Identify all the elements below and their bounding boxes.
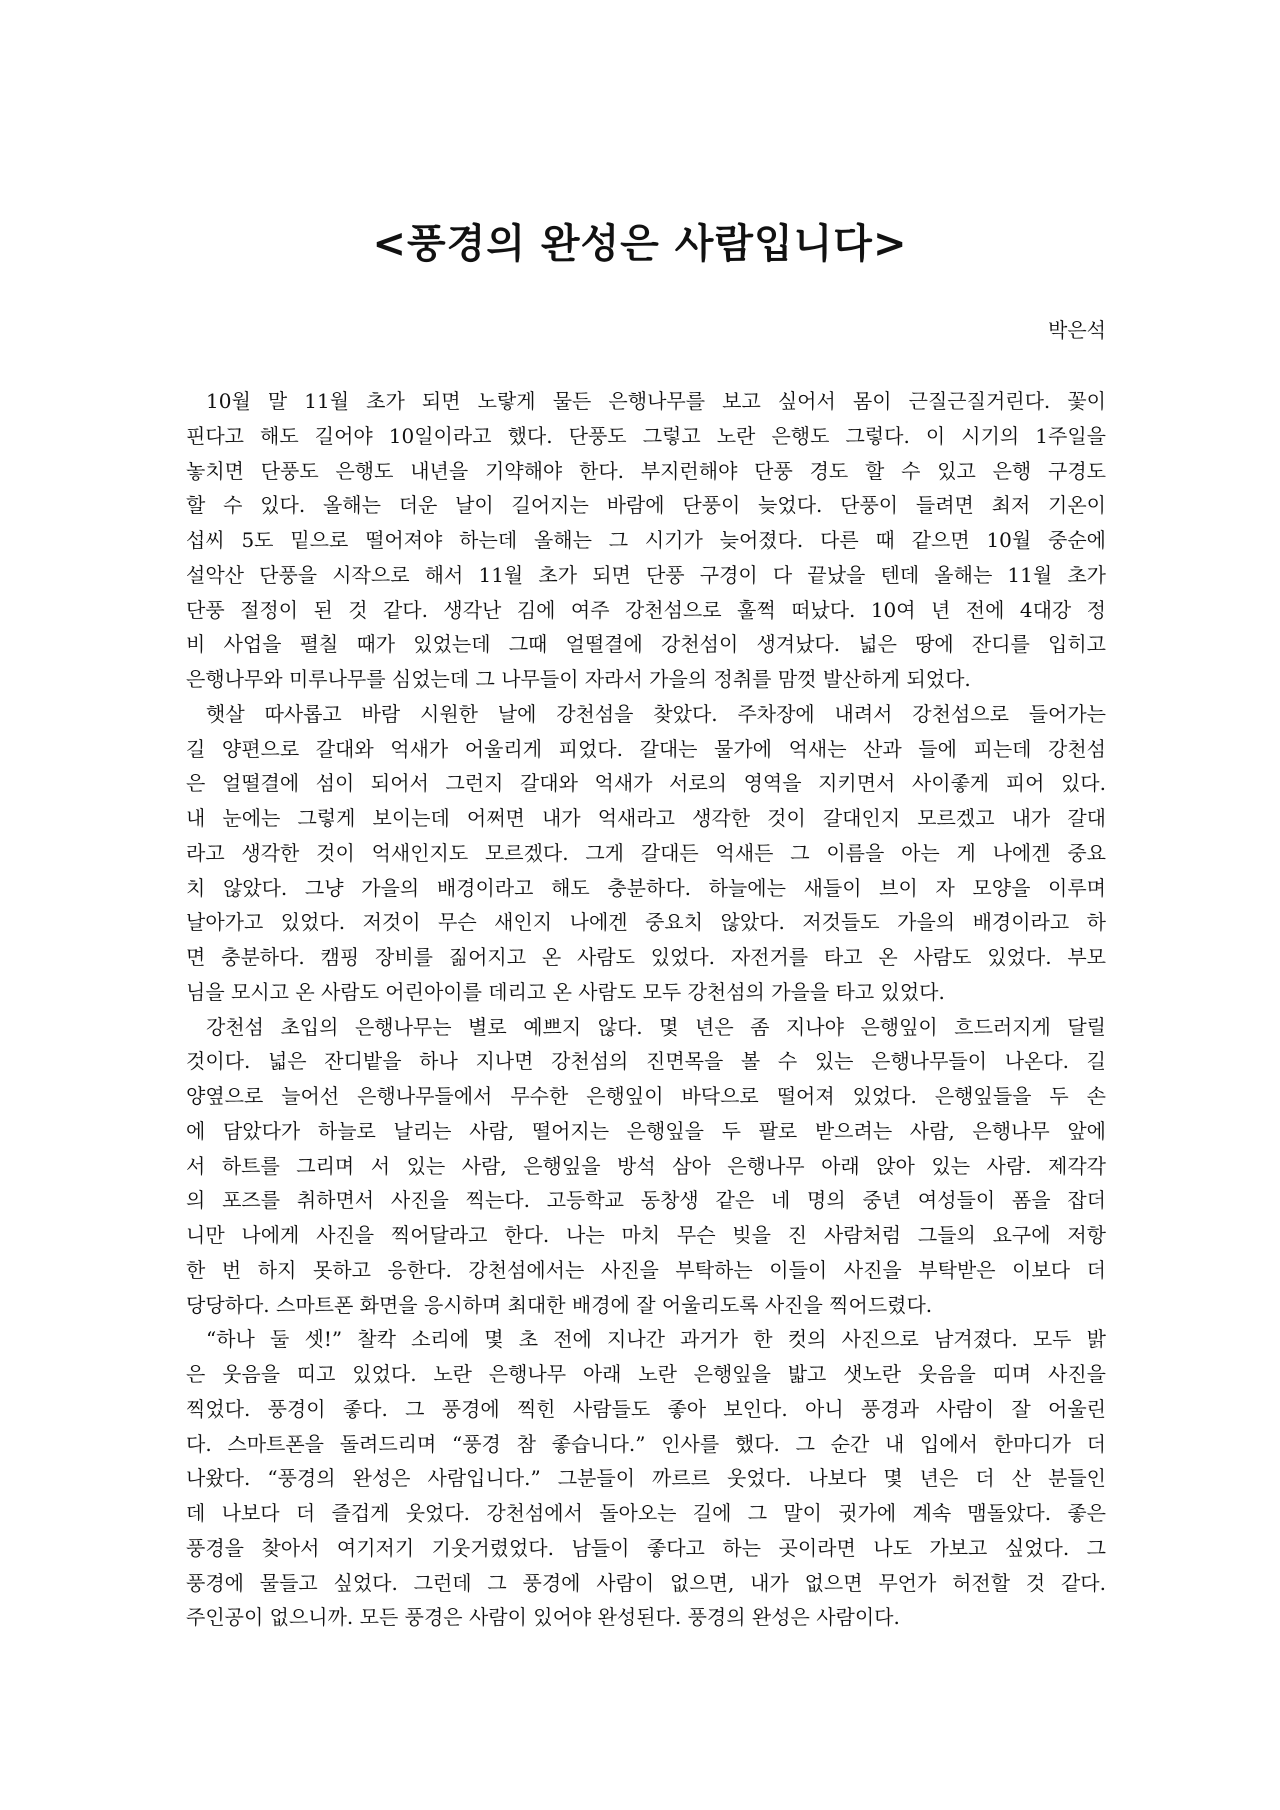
text-line: 한 번 하지 못하고 응한다. 강천섬에서는 사진을 부탁하는 이들이 사진을 부탁받은 이보다 더 [186,1257,1106,1282]
text-line: 서 하트를 그리며 서 있는 사람, 은행잎을 방석 삼아 은행나무 아래 앉아 있는 사람. 제각각 [186,1153,1106,1178]
text-line: 날아가고 있었다. 저것이 무슨 새인지 나에겐 중요치 않았다. 저것들도 가을의 배경이라고 하 [186,910,1106,935]
author-name: 박은석 [1048,318,1106,342]
text-line: 은행나무와 미루나무를 심었는데 그 나무들이 자라서 가을의 정취를 맘껏 발산하게 되었다. [186,667,971,691]
text-line: 풍경을 찾아서 여기저기 기웃거렸었다. 남들이 좋다고 하는 곳이라면 나도 가보고 싶었다. 그 [186,1535,1106,1560]
text-line: 님을 모시고 온 사람도 어린아이를 데리고 온 사람도 모두 강천섬의 가을을 타고 있었다. [186,979,945,1004]
text-line: 나왔다. “풍경의 완성은 사람입니다.” 그분들이 까르르 웃었다. 나보다 몇 년은 더 산 분들인 [186,1466,1106,1491]
text-line: 의 포즈를 취하면서 사진을 찍는다. 고등학교 동창생 같은 네 명의 중년 여성들이 폼을 잡더 [186,1188,1106,1213]
text-line: 니만 나에게 사진을 찍어달라고 한다. 나는 마치 무슨 빚을 진 사람처럼 그들의 요구에 저항 [186,1223,1106,1247]
text-line: 다. 스마트폰을 돌려드리며 “풍경 참 좋습니다.” 인사를 했다. 그 순간 내 입에서 한마디가 더 [186,1431,1106,1456]
text-line: 주인공이 없으니까. 모든 풍경은 사람이 있어야 완성된다. 풍경의 완성은 사람이다. [186,1605,900,1630]
text-line: 섭씨 5도 밑으로 떨어져야 하는데 올해는 그 시기가 늦어졌다. 다른 때 같으면 10월 중순에 [186,528,1106,552]
text-line: 길 양편으로 갈대와 억새가 어울리게 피었다. 갈대는 물가에 억새는 산과 들에 피는데 강천섬 [186,736,1106,761]
paragraph [186,697,1106,1010]
paragraph [186,1322,1106,1635]
paragraph [186,1010,1106,1323]
text-line: 할 수 있다. 올해는 더운 날이 길어지는 바람에 단풍이 늦었다. 단풍이 들려면 최저 기온이 [186,493,1106,518]
text-line: 당당하다. 스마트폰 화면을 응시하며 최대한 배경에 잘 어울리도록 사진을 찍어드렸다. [186,1292,933,1317]
text-line: 단풍 절정이 된 것 같다. 생각난 김에 여주 강천섬으로 훌쩍 떠났다. 10여 년 전에 4대강 정 [186,597,1106,622]
text-line: 풍경에 물들고 싶었다. 그런데 그 풍경에 사람이 없으면, 내가 없으면 무언가 허전할 것 같다. [186,1570,1106,1595]
text-line: 에 담았다가 하늘로 날리는 사람, 떨어지는 은행잎을 두 팔로 받으려는 사람, 은행나무 앞에 [186,1118,1106,1143]
document-title: <풍경의 완성은 사람입니다> [372,221,908,267]
text-line: 핀다고 해도 길어야 10일이라고 했다. 단풍도 그렇고 노란 은행도 그렇다. 이 시기의 1주일을 [186,423,1106,448]
document-body [186,384,1106,1635]
paragraph [186,384,1106,697]
text-line: 놓치면 단풍도 은행도 내년을 기약해야 한다. 부지런해야 단풍 경도 할 수 있고 은행 구경도 [186,458,1106,483]
text-line: 치 않았다. 그냥 가을의 배경이라고 해도 충분하다. 하늘에는 새들이 브이 자 모양을 이루며 [186,875,1106,900]
text-line: 라고 생각한 것이 억새인지도 모르겠다. 그게 갈대든 억새든 그 이름을 아는 게 나에겐 중요 [186,840,1106,865]
text-line: 데 나보다 더 즐겁게 웃었다. 강천섬에서 돌아오는 길에 그 말이 귓가에 계속 맴돌았다. 좋은 [186,1501,1106,1525]
text-line: 찍었다. 풍경이 좋다. 그 풍경에 찍힌 사람들도 좋아 보인다. 아니 풍경과 사람이 잘 어울린 [186,1396,1106,1421]
text-line: “하나 둘 셋!” 찰칵 소리에 몇 초 전에 지나간 과거가 한 컷의 사진으로 남겨졌다. 모두 밝 [206,1327,1106,1352]
text-line: 양옆으로 늘어선 은행나무들에서 무수한 은행잎이 바닥으로 떨어져 있었다. 은행잎들을 두 손 [186,1084,1106,1108]
text-line: 면 충분하다. 캠핑 장비를 짊어지고 온 사람도 있었다. 자전거를 타고 온 사람도 있었다. 부모 [186,945,1106,969]
text-line: 10월 말 11월 초가 되면 노랗게 물든 은행나무를 보고 싶어서 몸이 근질근질거린다. 꽃이 [206,389,1106,413]
text-line: 내 눈에는 그렇게 보이는데 어쩌면 내가 억새라고 생각한 것이 갈대인지 모르겠고 내가 갈대 [186,806,1106,830]
text-line: 은 웃음을 띠고 있었다. 노란 은행나무 아래 노란 은행잎을 밟고 샛노란 웃음을 띠며 사진을 [186,1362,1106,1386]
text-line: 설악산 단풍을 시작으로 해서 11월 초가 되면 단풍 구경이 다 끝났을 텐데 올해는 11월 초가 [186,562,1106,587]
text-line: 비 사업을 펼칠 때가 있었는데 그때 얼떨결에 강천섬이 생겨났다. 넓은 땅에 잔디를 입히고 [186,632,1106,657]
text-line: 햇살 따사롭고 바람 시원한 날에 강천섬을 찾았다. 주차장에 내려서 강천섬으로 들어가는 [206,701,1106,726]
text-line: 것이다. 넓은 잔디밭을 하나 지나면 강천섬의 진면목을 볼 수 있는 은행나무들이 나온다. 길 [186,1049,1106,1074]
text-line: 강천섬 초입의 은행나무는 별로 예쁘지 않다. 몇 년은 좀 지나야 은행잎이 흐드러지게 달릴 [206,1014,1106,1039]
text-line: 은 얼떨결에 섬이 되어서 그런지 갈대와 억새가 서로의 영역을 지키면서 사이좋게 피어 있다. [186,771,1106,796]
